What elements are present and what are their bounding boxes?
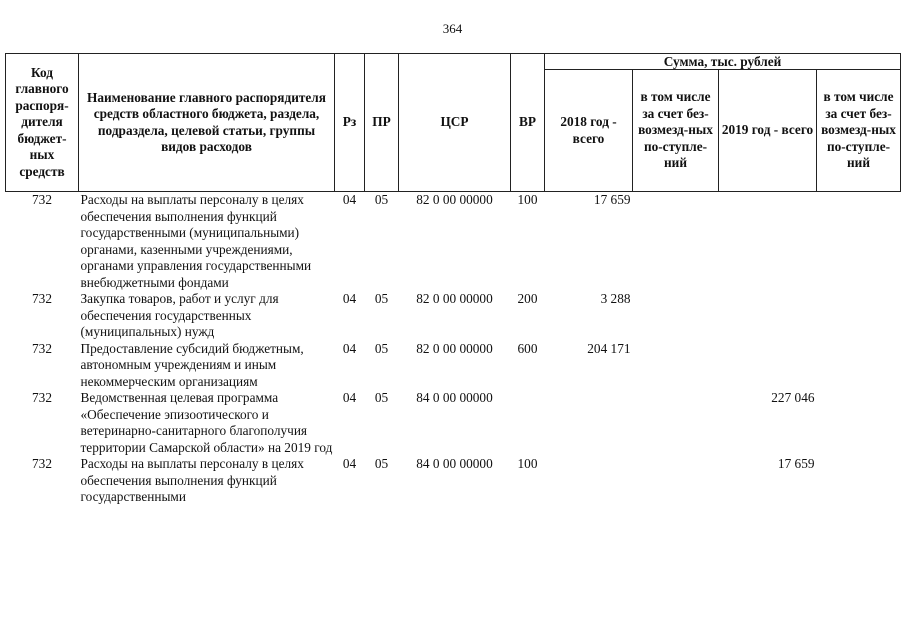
budget-table [5,53,901,506]
table-body [6,192,901,506]
cell-2018-grants [633,291,719,341]
cell-pr: 05 [374,340,389,356]
cell-2019-grants [817,390,901,456]
header-code: Код главного распоря-дителя бюджет-ных средств [6,54,79,192]
cell-2018-total [545,390,633,456]
cell-2018-grants [633,390,719,456]
cell-2019-total: 17 659 [777,456,815,471]
header-2019-grants: в том числе за счет без-возмезд-ных по-ступле-ний [817,70,901,192]
table-row [6,390,901,456]
header-sum-group: Сумма, тыс. рублей [545,54,901,70]
header-rz: Рз [335,54,365,192]
table-row [6,192,901,292]
cell-2018-total: 3 288 [600,291,631,306]
cell-pr: 05 [374,456,389,471]
cell-pr: 05 [374,291,389,306]
page-number: 364 [442,21,463,36]
header-name: Наименование главного распорядителя средств областного бюджета, раздела, подраздела, целевой статьи, группы видов расходов [79,54,335,192]
cell-vr: 100 [517,456,538,471]
cell-code: 732 [32,390,52,405]
cell-name: Расходы на выплаты персоналу в целях обеспечения выполнения функций государственными (муниципальными) органами, казенными учреждениями, органами управления государственными внебюджетными фондами [80,192,312,290]
cell-2018-grants [633,192,719,292]
cell-csr: 82 0 00 00000 [416,192,493,207]
cell-name: Предоставление субсидий бюджетным, автономным учреждениям и иным некоммерческим организациям [80,340,304,389]
cell-name: Расходы на выплаты персоналу в целях обеспечения выполнения функций государственными [80,456,304,504]
cell-csr: 82 0 00 00000 [416,291,493,306]
cell-name: Ведомственная целевая программа «Обеспечение эпизоотического и ветеринарно-санитарного благополучия территории Самарской области» на 2019 год [80,390,333,455]
cell-2018-grants [633,341,719,391]
header-csr: ЦСР [399,54,511,192]
cell-2019-total [719,341,817,391]
cell-2018-total: 17 659 [593,192,631,207]
cell-2018-grants [633,456,719,506]
header-2018-grants: в том числе за счет без-возмезд-ных по-ступле-ний [633,70,719,192]
cell-code: 732 [32,192,52,207]
cell-code: 732 [32,456,52,471]
cell-rz: 04 [342,340,357,356]
cell-code: 732 [32,340,52,356]
cell-csr: 84 0 00 00000 [416,456,493,471]
cell-pr: 05 [374,390,389,405]
table-row [6,291,901,341]
cell-pr: 05 [374,192,389,207]
table-row [6,341,901,391]
table-row [6,456,901,506]
cell-vr: 600 [517,340,538,356]
cell-rz: 04 [342,390,357,405]
header-2018-total: 2018 год - всего [545,70,633,192]
cell-csr: 82 0 00 00000 [416,340,493,356]
table-header [6,54,901,192]
cell-2018-total [545,456,633,506]
cell-2019-grants [817,291,901,341]
cell-name: Закупка товаров, работ и услуг для обеспечения государственных (муниципальных) нужд [80,291,279,339]
cell-2018-total: 204 171 [587,340,631,356]
cell-rz: 04 [342,456,357,471]
cell-code: 732 [32,291,52,306]
cell-2019-total [719,192,817,292]
header-vr: ВР [511,54,545,192]
header-2019-total: 2019 год - всего [719,70,817,192]
cell-csr: 84 0 00 00000 [416,390,493,405]
cell-vr: 200 [517,291,538,306]
header-pr: ПР [365,54,399,192]
cell-2019-grants [817,456,901,506]
cell-2019-grants [817,341,901,391]
cell-2019-total: 227 046 [771,390,815,405]
cell-vr [511,390,545,456]
cell-2019-grants [817,192,901,292]
cell-2019-total [719,291,817,341]
cell-vr: 100 [517,192,538,207]
cell-rz: 04 [342,192,357,207]
cell-rz: 04 [342,291,357,306]
